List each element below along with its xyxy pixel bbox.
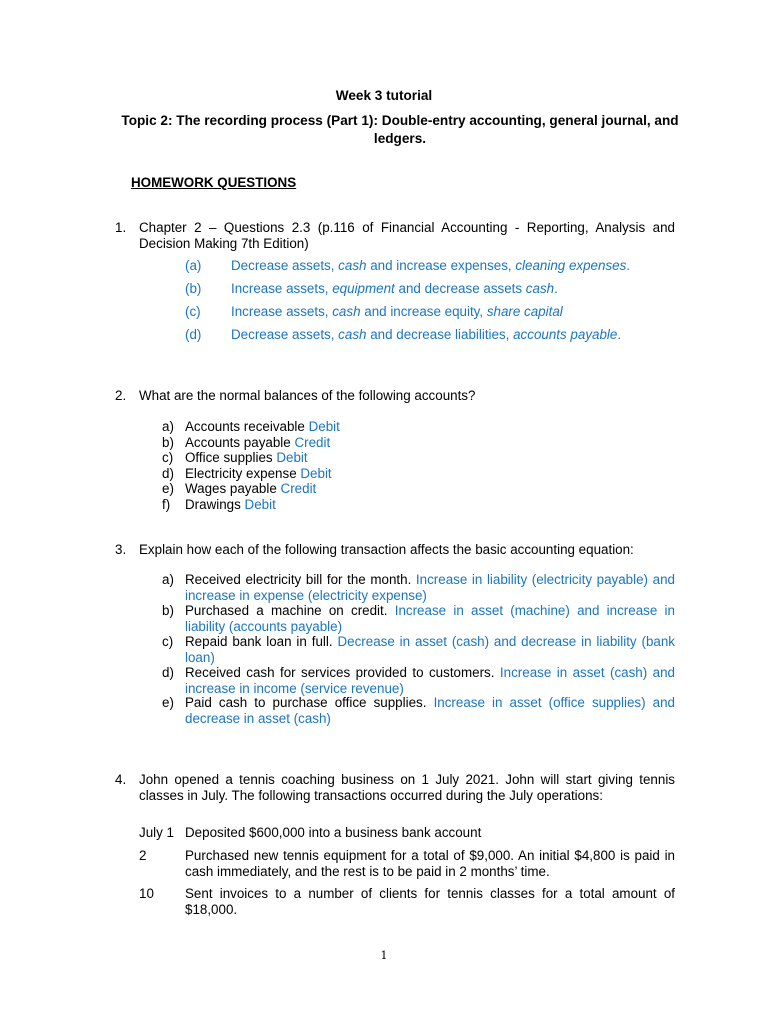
- answer-text: Decrease assets,: [231, 327, 339, 342]
- answer-text: .: [617, 327, 622, 342]
- q2-item: [162, 419, 675, 435]
- transaction-text: Purchased a machine on credit.: [185, 603, 388, 618]
- item-label: e): [162, 695, 174, 710]
- item-label: d): [162, 465, 174, 481]
- effect-answer: Increase in asset (machine) and increase in liability (accounts payable): [185, 603, 675, 634]
- answer-label: (c): [185, 304, 201, 319]
- q2-item: [162, 466, 675, 482]
- question-1-number: 1.: [115, 220, 127, 235]
- q3-item: [162, 603, 675, 634]
- effect-answer: Increase in liability (electricity payable) and increase in expense (electricity expense): [185, 572, 675, 603]
- transaction-date: 2: [139, 848, 147, 863]
- page-number: 1: [380, 949, 388, 962]
- answer-emphasis: cash: [525, 281, 555, 296]
- question-1-text: Chapter 2 – Questions 2.3 (p.116 of Financial Accounting - Reporting, Analysis and Decision Making 7th Edition): [139, 220, 675, 251]
- question-4-text: John opened a tennis coaching business on 1 July 2021. John will start giving tennis classes in July. The following transactions occurred during the July operations:: [139, 772, 675, 803]
- q2-item: [162, 435, 675, 451]
- transaction-date: 10: [139, 886, 154, 901]
- transaction-date: July 1: [139, 825, 174, 840]
- item-label: b): [162, 603, 174, 618]
- answer-label: (b): [185, 281, 202, 296]
- normal-balance-answer: Credit: [294, 434, 331, 450]
- answer-emphasis: cash: [338, 327, 367, 342]
- answer-text: and increase equity,: [360, 304, 487, 319]
- normal-balance-answer: Credit: [280, 481, 317, 496]
- account-name: Electricity expense: [185, 465, 297, 481]
- answer-emphasis: cash: [338, 258, 367, 273]
- effect-answer: Increase in asset (cash) and increase in income (service revenue): [185, 665, 675, 696]
- answer-text: and increase expenses,: [366, 258, 516, 273]
- page-subtitle: Topic 2: The recording process (Part 1): Double-entry accounting, general journal, and ledgers.: [121, 113, 679, 146]
- transaction-text: Received cash for services provided to customers.: [185, 665, 495, 680]
- q3-item: [162, 665, 675, 696]
- item-label: f): [162, 496, 171, 512]
- effect-answer: Increase in asset (office supplies) and decrease in asset (cash): [185, 695, 675, 726]
- answer-text: Increase assets,: [231, 304, 333, 319]
- normal-balance-answer: Debit: [276, 450, 308, 465]
- answer-label: (d): [185, 327, 202, 342]
- q2-item: [162, 481, 675, 497]
- question-2-number: 2.: [115, 388, 127, 403]
- answer-text: and decrease assets: [394, 281, 526, 296]
- answer-text: .: [554, 281, 558, 296]
- account-name: Drawings: [185, 496, 241, 512]
- answer-text: and decrease liabilities,: [366, 327, 514, 342]
- answer-emphasis: cleaning expenses: [515, 258, 627, 273]
- normal-balance-answer: Debit: [308, 419, 340, 434]
- item-label: b): [162, 434, 174, 450]
- transaction-row: [139, 886, 675, 917]
- page-title: Week 3 tutorial: [335, 88, 433, 103]
- account-name: Wages payable: [185, 481, 277, 496]
- transaction-description: Purchased new tennis equipment for a total of $9,000. An initial $4,800 is paid in cash immediately, and the rest is to be paid in 2 months’ time.: [185, 848, 675, 879]
- q3-item: [162, 695, 675, 726]
- item-label: d): [162, 665, 174, 680]
- transaction-text: Repaid bank loan in full.: [185, 634, 333, 649]
- normal-balance-answer: Debit: [244, 496, 276, 512]
- answer-text: .: [626, 258, 631, 273]
- answer-emphasis: accounts payable: [513, 327, 618, 342]
- transaction-text: Paid cash to purchase office supplies.: [185, 695, 427, 710]
- q2-item: [162, 450, 675, 466]
- q1-answer-d: [185, 327, 621, 342]
- question-3-number: 3.: [115, 542, 127, 557]
- item-label: a): [162, 572, 174, 587]
- item-label: e): [162, 481, 174, 496]
- account-name: Accounts receivable: [185, 419, 305, 434]
- q1-answer-c: [185, 304, 563, 319]
- account-name: Accounts payable: [185, 434, 291, 450]
- transaction-description: Deposited $600,000 into a business bank account: [185, 825, 482, 840]
- effect-answer: Decrease in asset (cash) and decrease in liability (bank loan): [185, 634, 675, 665]
- transaction-row: [139, 848, 675, 879]
- answer-emphasis: share capital: [486, 304, 563, 319]
- account-name: Office supplies: [185, 450, 273, 465]
- answer-label: (a): [185, 258, 202, 273]
- q3-item: [162, 634, 675, 665]
- q1-answer-b: [185, 281, 558, 296]
- transaction-row: [139, 825, 675, 841]
- question-3-text: Explain how each of the following transaction affects the basic accounting equation:: [139, 542, 634, 557]
- transaction-text: Received electricity bill for the month.: [185, 572, 412, 587]
- answer-text: Decrease assets,: [231, 258, 339, 273]
- normal-balance-answer: Debit: [300, 465, 332, 481]
- q1-answer-a: [185, 258, 630, 273]
- q3-item: [162, 572, 675, 603]
- item-label: a): [162, 419, 174, 434]
- q2-item: [162, 497, 675, 513]
- answer-emphasis: cash: [332, 304, 361, 319]
- transaction-description: Sent invoices to a number of clients for tennis classes for a total amount of $18,000.: [185, 886, 675, 917]
- answer-text: Increase assets,: [231, 281, 333, 296]
- question-4-number: 4.: [115, 772, 127, 787]
- answer-emphasis: equipment: [332, 281, 395, 296]
- item-label: c): [162, 634, 174, 649]
- question-2-text: What are the normal balances of the following accounts?: [139, 388, 476, 403]
- item-label: c): [162, 450, 174, 465]
- section-heading: HOMEWORK QUESTIONS: [131, 175, 297, 190]
